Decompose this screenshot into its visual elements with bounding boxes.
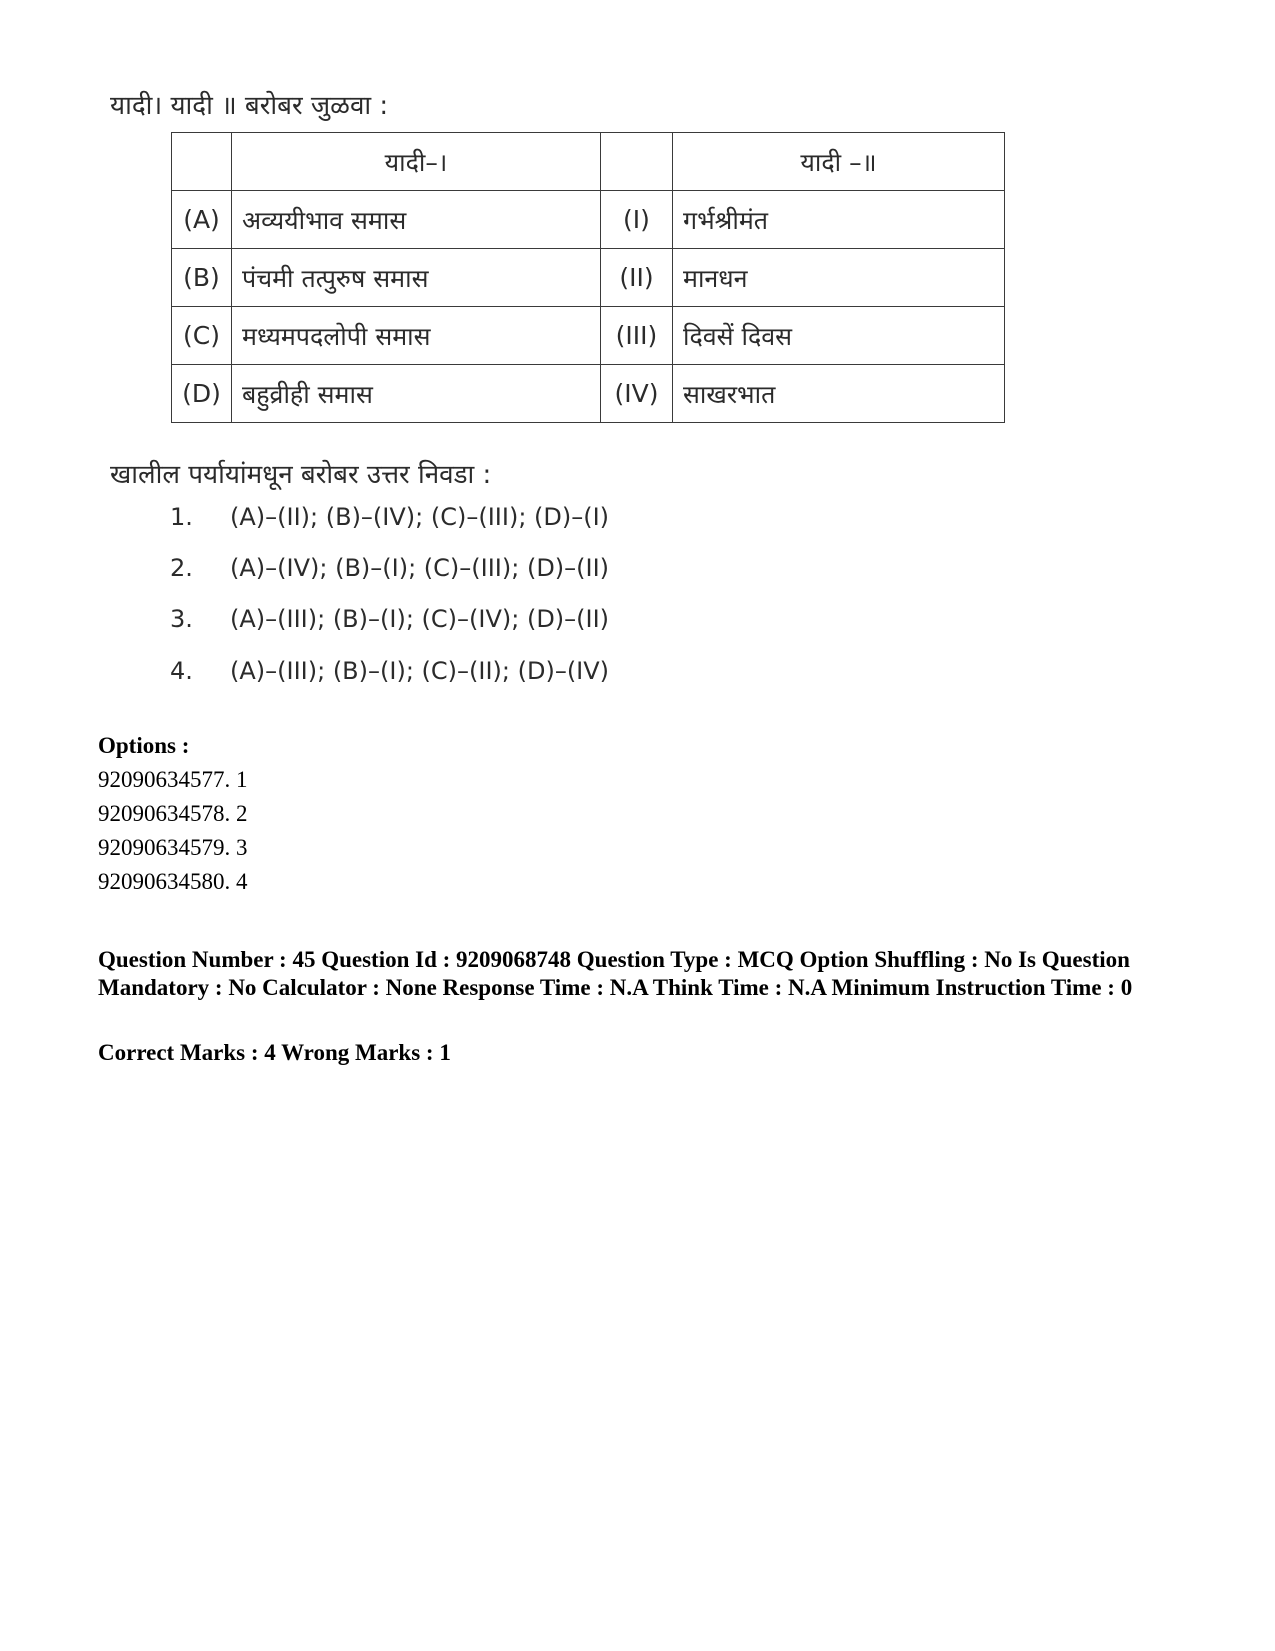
choice-number: 2.: [170, 554, 193, 582]
row-num: (III): [601, 307, 673, 365]
question-metadata: Question Number : 45 Question Id : 9209068748 Question Type : MCQ Option Shuffling : No Is Question Mandatory : No Calculator : None Response Time : N.A Think Time : N.A Minimum Instruction Time : 0: [98, 947, 1133, 1000]
choice-text: (A)–(II); (B)–(IV); (C)–(III); (D)–(I): [230, 503, 610, 531]
options-heading: Options :: [98, 733, 190, 758]
match-table: [171, 132, 1005, 423]
row-list2-item: गर्भश्रीमंत: [673, 191, 1005, 249]
option-line: 92090634580. 4: [98, 869, 248, 894]
row-num: (II): [601, 249, 673, 307]
answer-choice: [170, 657, 609, 685]
header-list2: यादी –॥: [673, 133, 1005, 191]
row-list1-item: पंचमी तत्पुरुष समास: [232, 249, 601, 307]
table-row: [172, 307, 1005, 365]
table-row: [172, 249, 1005, 307]
choice-text: (A)–(III); (B)–(I); (C)–(II); (D)–(IV): [230, 657, 610, 685]
row-num: (I): [601, 191, 673, 249]
row-key: (C): [172, 307, 232, 365]
header-empty-cell: [601, 133, 673, 191]
table-header-row: [172, 133, 1005, 191]
choose-instruction: खालील पर्यायांमधून बरोबर उत्तर निवडा :: [110, 460, 492, 490]
answer-choice: [170, 554, 609, 582]
answer-choice: [170, 605, 609, 633]
row-num: (IV): [601, 365, 673, 423]
option-line: 92090634578. 2: [98, 801, 248, 826]
header-list1: यादी–।: [232, 133, 601, 191]
marks-info: Correct Marks : 4 Wrong Marks : 1: [98, 1040, 451, 1065]
row-list1-item: बहुव्रीही समास: [232, 365, 601, 423]
row-list2-item: साखरभात: [673, 365, 1005, 423]
choice-text: (A)–(IV); (B)–(I); (C)–(III); (D)–(II): [230, 554, 610, 582]
option-line: 92090634577. 1: [98, 767, 248, 792]
row-key: (A): [172, 191, 232, 249]
option-line: 92090634579. 3: [98, 835, 248, 860]
header-empty-cell: [172, 133, 232, 191]
table-row: [172, 191, 1005, 249]
row-list1-item: मध्यमपदलोपी समास: [232, 307, 601, 365]
answer-choice: [170, 503, 609, 531]
row-key: (D): [172, 365, 232, 423]
choice-number: 4.: [170, 657, 193, 685]
row-list2-item: दिवसें दिवस: [673, 307, 1005, 365]
row-key: (B): [172, 249, 232, 307]
table-row: [172, 365, 1005, 423]
row-list2-item: मानधन: [673, 249, 1005, 307]
choice-text: (A)–(III); (B)–(I); (C)–(IV); (D)–(II): [230, 605, 610, 633]
choice-number: 3.: [170, 605, 193, 633]
question-intro: यादी। यादी ॥ बरोबर जुळवा :: [110, 91, 389, 121]
row-list1-item: अव्ययीभाव समास: [232, 191, 601, 249]
choice-number: 1.: [170, 503, 193, 531]
